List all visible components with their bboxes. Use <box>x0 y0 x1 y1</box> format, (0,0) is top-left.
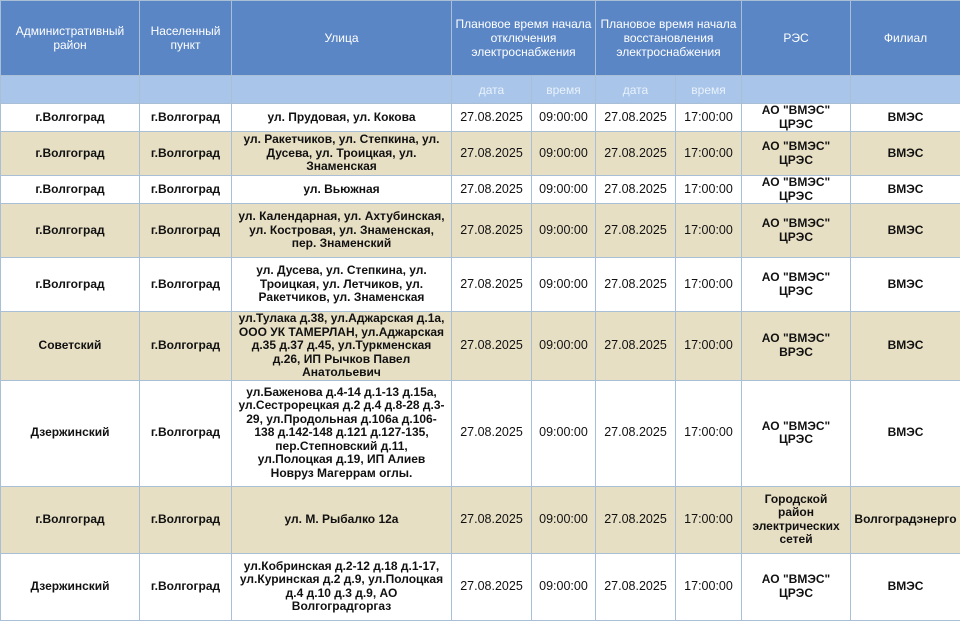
cell-on-time: 17:00:00 <box>676 553 742 620</box>
cell-district: г.Волгоград <box>1 486 140 553</box>
cell-district: Дзержинский <box>1 553 140 620</box>
cell-street: ул. М. Рыбалко 12а <box>232 486 452 553</box>
cell-res: АО "ВМЭС" ВРЭС <box>742 312 851 381</box>
cell-street: ул. Календарная, ул. Ахтубинская, ул. Костровая, ул. Знаменская, пер. Знаменский <box>232 204 452 258</box>
header-street: Улица <box>232 1 452 76</box>
table-row <box>1 204 960 258</box>
cell-street: ул. Вьюжная <box>232 176 452 204</box>
table-row <box>1 176 960 204</box>
cell-district: Советский <box>1 312 140 381</box>
cell-res: АО "ВМЭС" ЦРЭС <box>742 204 851 258</box>
cell-settlement: г.Волгоград <box>140 104 232 132</box>
cell-on-time: 17:00:00 <box>676 176 742 204</box>
cell-res: АО "ВМЭС" ЦРЭС <box>742 176 851 204</box>
cell-on-date: 27.08.2025 <box>596 176 676 204</box>
cell-on-date: 27.08.2025 <box>596 204 676 258</box>
header-on-time: Плановое время начала восстановления электроснабжения <box>596 1 742 76</box>
cell-res: АО "ВМЭС" ЦРЭС <box>742 104 851 132</box>
subheader-on-time: время <box>676 76 742 104</box>
table-row <box>1 132 960 176</box>
cell-branch: ВМЭС <box>851 132 960 176</box>
cell-on-time: 17:00:00 <box>676 204 742 258</box>
cell-branch: ВМЭС <box>851 104 960 132</box>
cell-off-time: 09:00:00 <box>532 204 596 258</box>
cell-district: Дзержинский <box>1 380 140 486</box>
cell-off-time: 09:00:00 <box>532 132 596 176</box>
table-row <box>1 258 960 312</box>
cell-on-date: 27.08.2025 <box>596 258 676 312</box>
subheader-empty <box>232 76 452 104</box>
cell-on-date: 27.08.2025 <box>596 312 676 381</box>
cell-street: ул.Баженова д.4-14 д.1-13 д.15а, ул.Сестрорецкая д.2 д.4 д.8-28 д.3-29, ул.Продольная д.106а д.106-138 д.142-148 д.121 д.127-135, пер.Степновский д.11, ул.Полоцкая д.19, ИП Алиев Новруз Магеррам оглы. <box>232 380 452 486</box>
header-off-time: Плановое время начала отключения электроснабжения <box>452 1 596 76</box>
table-row <box>1 104 960 132</box>
cell-branch: ВМЭС <box>851 204 960 258</box>
cell-off-date: 27.08.2025 <box>452 104 532 132</box>
cell-off-time: 09:00:00 <box>532 258 596 312</box>
cell-branch: ВМЭС <box>851 176 960 204</box>
cell-on-date: 27.08.2025 <box>596 553 676 620</box>
header-row <box>1 1 960 76</box>
cell-settlement: г.Волгоград <box>140 486 232 553</box>
cell-street: ул. Ракетчиков, ул. Степкина, ул. Дусева, ул. Троицкая, ул. Знаменская <box>232 132 452 176</box>
table-row <box>1 312 960 381</box>
subheader-empty <box>742 76 851 104</box>
subheader-row <box>1 76 960 104</box>
cell-on-time: 17:00:00 <box>676 380 742 486</box>
cell-on-time: 17:00:00 <box>676 104 742 132</box>
cell-off-date: 27.08.2025 <box>452 132 532 176</box>
cell-settlement: г.Волгоград <box>140 176 232 204</box>
subheader-empty <box>140 76 232 104</box>
table-row <box>1 486 960 553</box>
cell-branch: ВМЭС <box>851 258 960 312</box>
cell-off-time: 09:00:00 <box>532 486 596 553</box>
cell-res: АО "ВМЭС" ЦРЭС <box>742 380 851 486</box>
cell-street: ул. Дусева, ул. Степкина, ул. Троицкая, ул. Летчиков, ул. Ракетчиков, ул. Знаменская <box>232 258 452 312</box>
cell-branch: Волгоградэнерго <box>851 486 960 553</box>
cell-res: АО "ВМЭС" ЦРЭС <box>742 553 851 620</box>
cell-off-date: 27.08.2025 <box>452 176 532 204</box>
cell-district: г.Волгоград <box>1 258 140 312</box>
header-settlement: Населенный пункт <box>140 1 232 76</box>
cell-settlement: г.Волгоград <box>140 312 232 381</box>
cell-district: г.Волгоград <box>1 132 140 176</box>
cell-off-date: 27.08.2025 <box>452 312 532 381</box>
cell-street: ул.Кобринская д.2-12 д.18 д.1-17, ул.Куринская д.2 д.9, ул.Полоцкая д.4 д.10 д.3 д.9, АО Волгоградгоргаз <box>232 553 452 620</box>
cell-on-date: 27.08.2025 <box>596 104 676 132</box>
cell-settlement: г.Волгоград <box>140 132 232 176</box>
cell-off-date: 27.08.2025 <box>452 380 532 486</box>
cell-district: г.Волгоград <box>1 104 140 132</box>
table-row <box>1 553 960 620</box>
cell-off-date: 27.08.2025 <box>452 204 532 258</box>
cell-res: АО "ВМЭС" ЦРЭС <box>742 132 851 176</box>
cell-district: г.Волгоград <box>1 204 140 258</box>
cell-res: Городской район электрических сетей <box>742 486 851 553</box>
cell-settlement: г.Волгоград <box>140 553 232 620</box>
cell-off-time: 09:00:00 <box>532 312 596 381</box>
cell-off-date: 27.08.2025 <box>452 258 532 312</box>
cell-off-time: 09:00:00 <box>532 553 596 620</box>
cell-on-time: 17:00:00 <box>676 132 742 176</box>
cell-off-time: 09:00:00 <box>532 176 596 204</box>
subheader-empty <box>1 76 140 104</box>
header-branch: Филиал <box>851 1 960 76</box>
cell-on-date: 27.08.2025 <box>596 380 676 486</box>
table-row <box>1 380 960 486</box>
cell-street: ул.Тулака д.38, ул.Аджарская д.1а, ООО УК ТАМЕРЛАН, ул.Аджарская д.35 д.37 д.45, ул.Туркменская д.26, ИП Рычков Павел Анатольевич <box>232 312 452 381</box>
cell-off-time: 09:00:00 <box>532 380 596 486</box>
cell-branch: ВМЭС <box>851 312 960 381</box>
header-district: Административный район <box>1 1 140 76</box>
cell-settlement: г.Волгоград <box>140 204 232 258</box>
cell-on-time: 17:00:00 <box>676 312 742 381</box>
cell-off-date: 27.08.2025 <box>452 486 532 553</box>
cell-off-time: 09:00:00 <box>532 104 596 132</box>
cell-res: АО "ВМЭС" ЦРЭС <box>742 258 851 312</box>
cell-district: г.Волгоград <box>1 176 140 204</box>
cell-on-time: 17:00:00 <box>676 258 742 312</box>
subheader-on-date: дата <box>596 76 676 104</box>
cell-street: ул. Прудовая, ул. Кокова <box>232 104 452 132</box>
cell-settlement: г.Волгоград <box>140 380 232 486</box>
cell-on-date: 27.08.2025 <box>596 132 676 176</box>
cell-on-time: 17:00:00 <box>676 486 742 553</box>
cell-branch: ВМЭС <box>851 553 960 620</box>
cell-settlement: г.Волгоград <box>140 258 232 312</box>
cell-on-date: 27.08.2025 <box>596 486 676 553</box>
subheader-empty <box>851 76 960 104</box>
header-res: РЭС <box>742 1 851 76</box>
subheader-off-time: время <box>532 76 596 104</box>
cell-off-date: 27.08.2025 <box>452 553 532 620</box>
subheader-off-date: дата <box>452 76 532 104</box>
cell-branch: ВМЭС <box>851 380 960 486</box>
